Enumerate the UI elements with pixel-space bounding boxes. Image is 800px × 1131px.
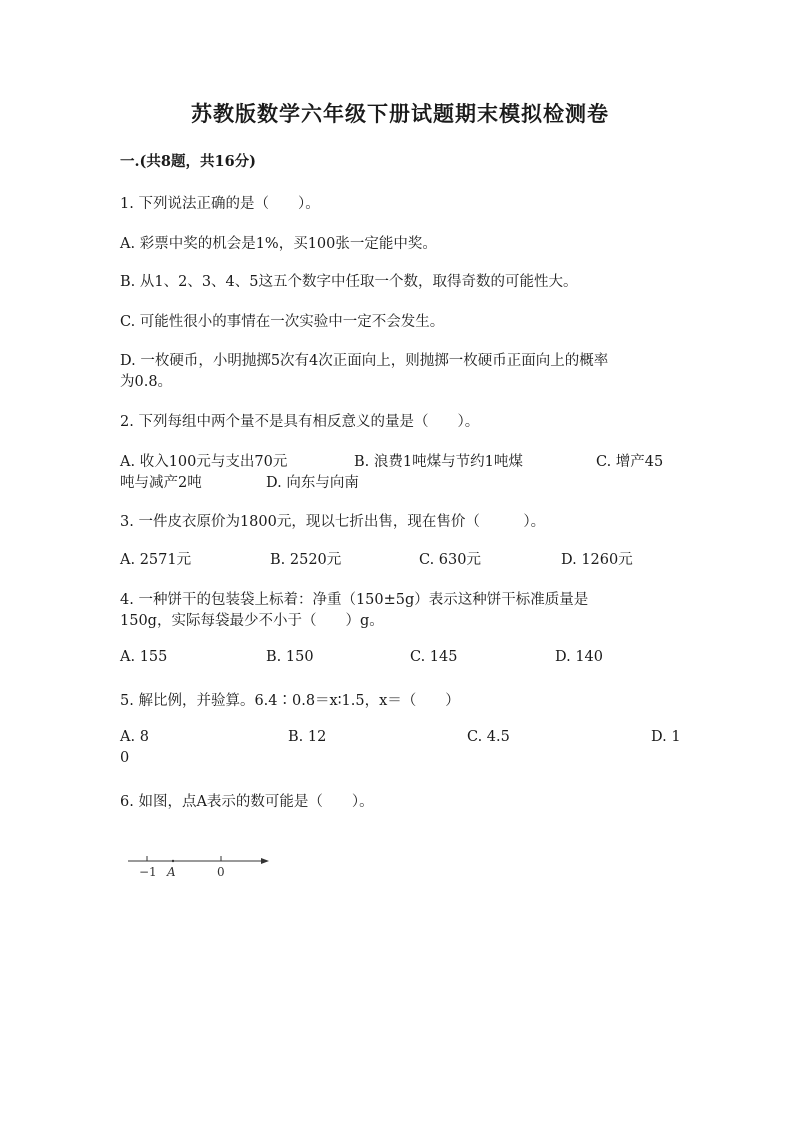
question-3-option-c: C. 630元 <box>419 552 481 568</box>
page-title: 苏教版数学六年级下册试题期末模拟检测卷 <box>191 101 609 126</box>
question-2-stem: 2. 下列每组中两个量不是具有相反意义的量是（ ）。 <box>120 414 480 430</box>
label-minus-one: −1 <box>139 865 157 879</box>
question-1-option-c: C. 可能性很小的事情在一次实验中一定不会发生。 <box>120 314 445 330</box>
question-2-option-b: B. 浪费1吨煤与节约1吨煤 <box>354 454 523 470</box>
question-1-stem: 1. 下列说法正确的是（ ）。 <box>120 196 320 212</box>
number-line-figure <box>125 852 275 882</box>
question-2-option-c: C. 增产45 <box>596 454 664 470</box>
question-4-option-c: C. 145 <box>410 649 458 665</box>
section-heading: 一.(共8题，共16分) <box>120 153 257 170</box>
label-zero: 0 <box>217 865 225 879</box>
question-1-option-d: D. 一枚硬币，小明抛掷5次有4次正面向上，则抛掷一枚硬币正面向上的概率 <box>120 353 609 369</box>
question-5-option-c: C. 4.5 <box>467 729 510 745</box>
label-a: A <box>167 865 176 879</box>
question-4-stem-cont: 150g，实际每袋最少不小于（ ）g。 <box>120 613 384 629</box>
question-1-option-d-cont: 为0.8。 <box>120 374 173 390</box>
question-2-option-a: A. 收入100元与支出70元 <box>120 454 288 470</box>
question-2-option-c-cont: 吨与减产2吨 <box>120 475 202 491</box>
question-4-option-b: B. 150 <box>266 649 314 665</box>
question-4-option-a: A. 155 <box>120 649 168 665</box>
question-1-option-b: B. 从1、2、3、4、5这五个数字中任取一个数，取得奇数的可能性大。 <box>120 274 578 290</box>
question-3-option-b: B. 2520元 <box>270 552 342 568</box>
question-4-stem: 4. 一种饼干的包装袋上标着：净重（150±5g）表示这种饼干标准质量是 <box>120 592 589 608</box>
question-5-stem: 5. 解比例，并验算。6.4∶0.8＝x∶1.5，x＝（ ） <box>120 693 460 709</box>
question-3-option-a: A. 2571元 <box>120 552 192 568</box>
question-5-option-b: B. 12 <box>288 729 327 745</box>
question-2-option-d: D. 向东与向南 <box>266 475 359 491</box>
question-5-option-d-cont: 0 <box>120 750 130 766</box>
question-5-option-a: A. 8 <box>120 729 149 745</box>
question-3-option-d: D. 1260元 <box>561 552 633 568</box>
question-6-stem: 6. 如图，点A表示的数可能是（ ）。 <box>120 794 374 810</box>
question-3-stem: 3. 一件皮衣原价为1800元，现以七折出售，现在售价（ ）。 <box>120 514 546 530</box>
question-4-option-d: D. 140 <box>555 649 604 665</box>
number-line-arrow <box>261 858 269 864</box>
question-5-option-d: D. 1 <box>651 729 681 745</box>
point-a <box>172 860 174 862</box>
question-1-option-a: A. 彩票中奖的机会是1%，买100张一定能中奖。 <box>120 236 437 252</box>
